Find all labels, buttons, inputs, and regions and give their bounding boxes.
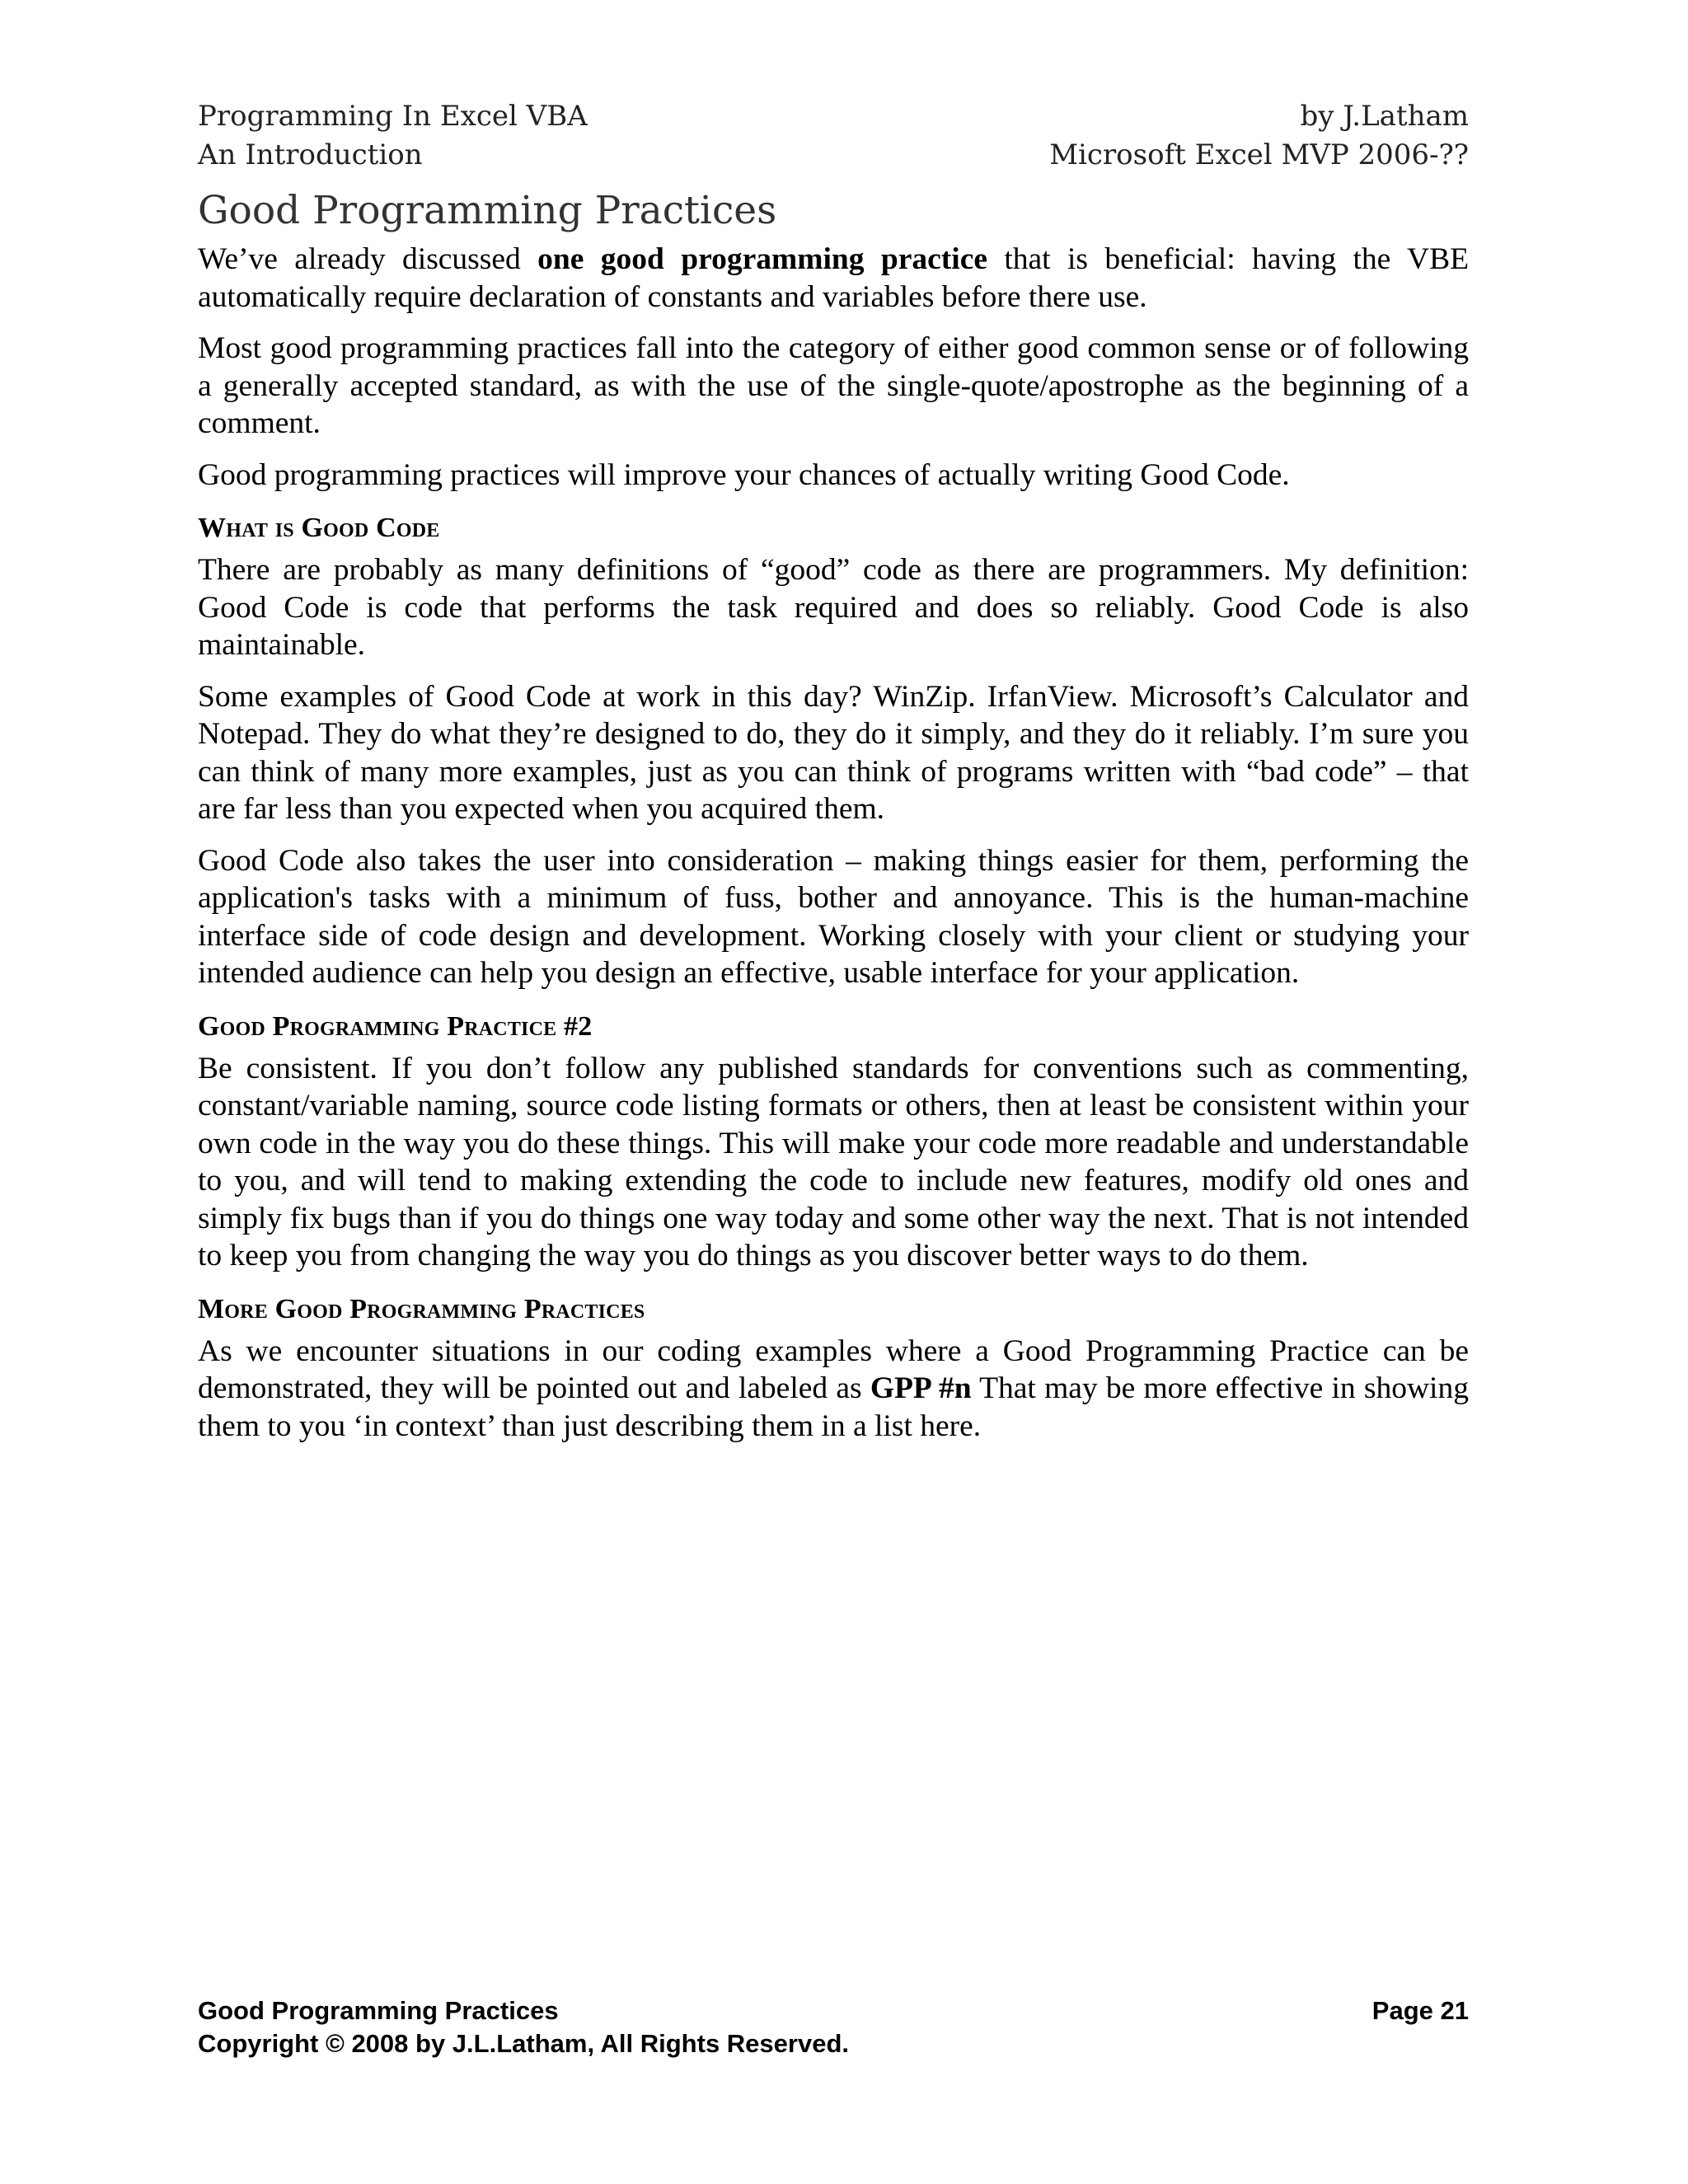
more-gpp-text-b: That may be more effective in showing them to you ‘in context’ than just describing them in a list here. <box>198 1371 1469 1443</box>
header-author-credential: Microsoft Excel MVP 2006-?? <box>1049 138 1469 171</box>
intro-p1-text-a: We’ve already discussed <box>198 242 538 276</box>
heading-gpp-2: Good Programming Practice #2 <box>198 1010 593 1042</box>
more-gpp-text-a: As we encounter situations in our coding examples where a Good Programming Practice can be demonstrated, they will be pointed out and labeled as <box>198 1333 1469 1405</box>
header-book-subtitle: An Introduction <box>198 138 423 171</box>
page-body <box>198 97 1469 1459</box>
more-gpp-paragraph <box>198 1333 1469 1446</box>
intro-p1-text-b: that is beneficial: having the VBE automatically require declaration of constants and variables before there use. <box>198 242 1469 314</box>
good-code-paragraph-1: There are probably as many definitions of “good” code as there are programmers. My definition: Good Code is code that performs the task required and does so reliably. Good Code is also maintainable. <box>198 553 1469 662</box>
footer-section-name: Good Programming Practices <box>198 1996 559 2025</box>
heading-more-gpp: More Good Programming Practices <box>198 1293 645 1324</box>
good-code-paragraph-3: Good Code also takes the user into consideration – making things easier for them, performing the application's tasks with a minimum of fuss, bother and annoyance. This is the human-machine interface side of code design and development. Working closely with your client or studying your intended audience can help you design an effective, usable interface for your application. <box>198 843 1469 990</box>
running-header <box>198 97 1469 175</box>
header-right <box>1049 97 1469 175</box>
running-footer <box>198 1994 1469 2060</box>
header-left <box>198 97 588 175</box>
intro-paragraph-2: Most good programming practices fall into the category of either good common sense or of following a generally accepted standard, as with the use of the single-quote/apostrophe as the beginning of a comment. <box>198 331 1469 440</box>
footer-page-number: Page 21 <box>1372 1996 1469 2025</box>
more-gpp-bold: GPP #n <box>870 1371 972 1405</box>
intro-p1-bold: one good programming practice <box>537 242 987 276</box>
intro-paragraph-1 <box>198 241 1469 316</box>
footer-row <box>198 1994 1469 2027</box>
gpp2-paragraph: Be consistent. If you don’t follow any published standards for conventions such as commenting, constant/variable naming, source code listing formats or others, then at least be consistent within your own code in the way you do these things. This will make your code more readable and understandable to you, and will tend to making extending the code to include new features, modify old ones and simply fix bugs than if you do things one way today and some other way the next. That is not intended to keep you from changing the way you do things as you discover better ways to do them. <box>198 1051 1469 1272</box>
header-author: by J.Latham <box>1300 100 1469 133</box>
footer-copyright: Copyright © 2008 by J.L.Latham, All Rights Reserved. <box>198 2029 850 2058</box>
heading-what-is-good-code: What is Good Code <box>198 513 440 543</box>
header-book-title: Programming In Excel VBA <box>198 100 588 133</box>
good-code-paragraph-2: Some examples of Good Code at work in this day? WinZip. IrfanView. Microsoft’s Calculator and Notepad. They do what they’re designed to do, they do it simply, and they do it reliably. I’m sure you can think of many more examples, just as you can think of programs written with “bad code” – that are far less than you expected when you acquired them. <box>198 679 1469 826</box>
intro-paragraph-3: Good programming practices will improve your chances of actually writing Good Code. <box>198 457 1290 492</box>
page-title: Good Programming Practices <box>198 188 777 233</box>
